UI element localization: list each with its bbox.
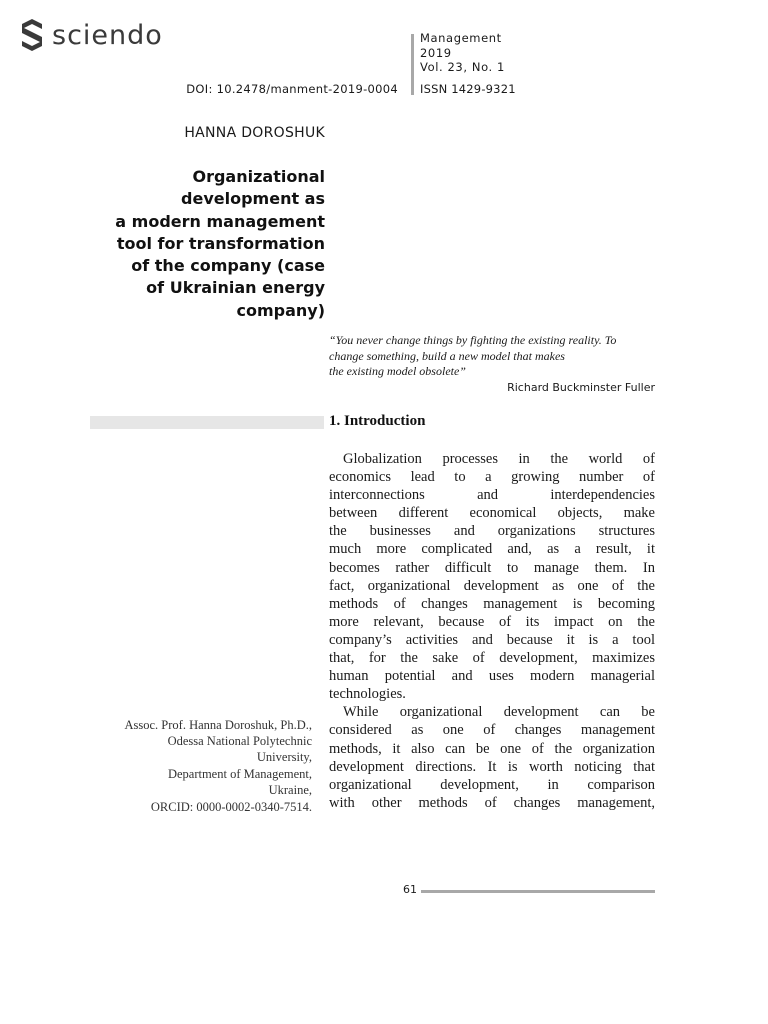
- affiliation-line: University,: [256, 750, 312, 765]
- article-author: HANNA DOROSHUK: [184, 125, 325, 141]
- affiliation-line: Ukraine,: [268, 782, 312, 797]
- body-line: economics lead to a growing number of: [329, 469, 655, 486]
- body-line: much more complicated and, as a result, it: [329, 541, 655, 558]
- issn: ISSN 1429-9321: [420, 82, 516, 96]
- body-line: fact, organizational development as one of the: [329, 577, 655, 594]
- body-line: development directions. It is worth noticing that: [329, 758, 655, 775]
- journal-info-divider: [411, 34, 414, 95]
- title-line: tool for transformation: [116, 233, 325, 253]
- title-line: development as: [181, 189, 325, 209]
- body-line: company’s activities and because it is a tool: [329, 631, 655, 648]
- journal-name: Management: [420, 31, 502, 45]
- epigraph-line: the existing model obsolete”: [329, 364, 466, 378]
- body-line: with other methods of changes management,: [329, 794, 655, 811]
- article-title: [90, 166, 325, 322]
- author-affiliation: [90, 717, 312, 815]
- body-line: human potential and uses modern managerial: [329, 668, 655, 685]
- body-line: interconnections and interdependencies: [329, 487, 655, 504]
- body-paragraphs: [329, 450, 655, 812]
- journal-year: 2019: [420, 45, 452, 60]
- sciendo-wordmark: sciendo: [52, 19, 163, 51]
- doi[interactable]: DOI: 10.2478/manment-2019-0004: [186, 82, 398, 96]
- title-line: of Ukrainian energy: [146, 278, 325, 298]
- title-line: Organizational: [192, 167, 325, 186]
- body-line: more relevant, because of its impact on the: [329, 613, 655, 630]
- orcid[interactable]: ORCID: 0000-0002-0340-7514.: [150, 800, 312, 815]
- journal-info: [420, 31, 505, 75]
- page-number: 61: [403, 883, 417, 896]
- body-line: between different economical objects, make: [329, 505, 655, 522]
- sciendo-logo: [20, 18, 163, 52]
- body-line: While organizational development can be: [343, 704, 655, 721]
- section-heading: 1. Introduction: [329, 413, 426, 429]
- body-line: organizational development, in comparison: [329, 776, 655, 793]
- footer-rule: [421, 890, 655, 893]
- affiliation-line: Assoc. Prof. Hanna Doroshuk, Ph.D.,: [124, 718, 312, 732]
- title-line: a modern management: [115, 211, 325, 231]
- body-line: technologies.: [329, 686, 406, 703]
- body-line: becomes rather difficult to manage them. In: [329, 559, 655, 576]
- journal-volume: Vol. 23, No. 1: [420, 60, 505, 74]
- epigraph-line: “You never change things by fighting the existing reality. To: [329, 333, 617, 347]
- epigraph-line: change something, build a new model that makes: [329, 348, 565, 363]
- title-line: company): [236, 300, 325, 320]
- body-line: Globalization processes in the world of: [343, 451, 655, 467]
- body-line: the businesses and organizations structures: [329, 523, 655, 540]
- body-line: that, for the sake of development, maximizes: [329, 650, 655, 667]
- affiliation-line: Department of Management,: [167, 766, 312, 781]
- epigraph-quote: [329, 333, 655, 380]
- body-line: methods, it also can be one of the organization: [329, 740, 655, 757]
- section-marker-band: [90, 416, 324, 429]
- epigraph-author: Richard Buckminster Fuller: [507, 381, 655, 394]
- sciendo-s-icon: [20, 18, 44, 52]
- body-line: considered as one of changes management: [329, 722, 655, 739]
- affiliation-line: Odessa National Polytechnic: [167, 734, 312, 749]
- title-line: of the company (case: [131, 256, 325, 276]
- body-line: methods of changes management is becoming: [329, 595, 655, 612]
